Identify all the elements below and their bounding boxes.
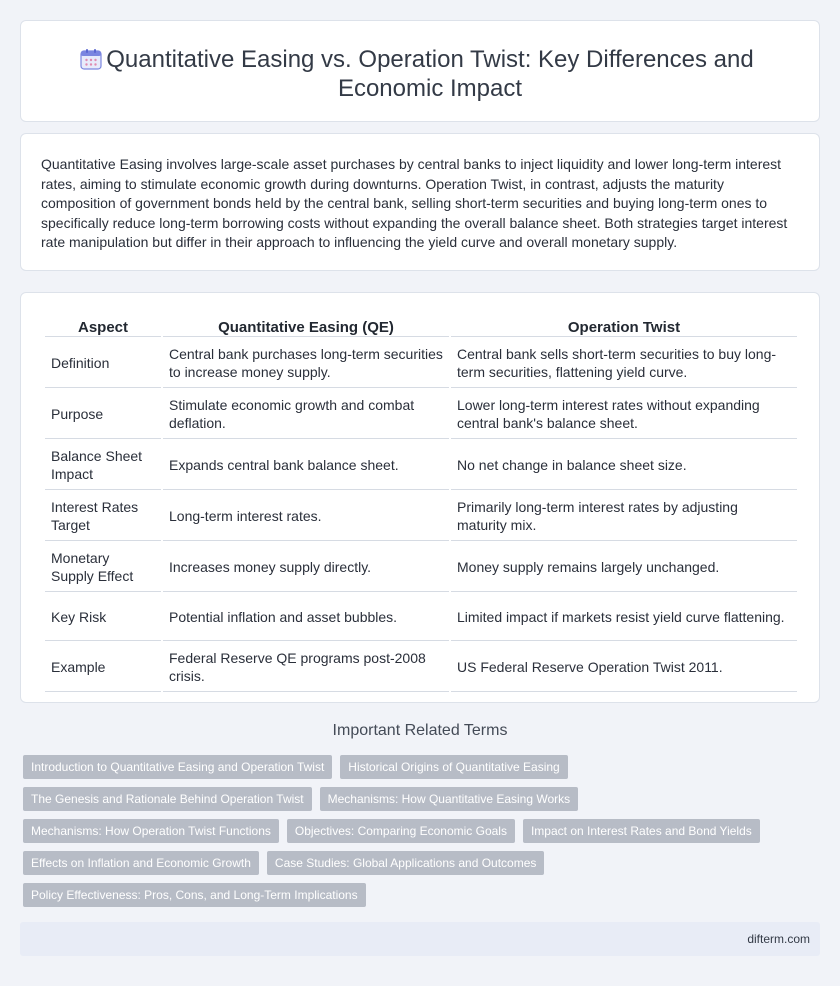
related-term-link[interactable]: Historical Origins of Quantitative Easing <box>340 755 567 779</box>
related-term-link[interactable]: Effects on Inflation and Economic Growth <box>23 851 259 875</box>
table-row <box>45 390 797 439</box>
cell-twist: Primarily long-term interest rates by adjusting maturity mix. <box>451 492 797 541</box>
cell-twist: US Federal Reserve Operation Twist 2011. <box>451 643 797 692</box>
cell-aspect: Example <box>45 643 161 692</box>
related-term-link[interactable]: Mechanisms: How Quantitative Easing Works <box>320 787 579 811</box>
intro-paragraph: Quantitative Easing involves large-scale asset purchases by central banks to inject liquidity and lower long-term interest rates, aiming to stimulate economic growth during downturns. Operation Twist, in contrast, adjusts the maturity composition of government bonds held by the central bank, selling short-term securities and buying long-term ones to specifically reduce long-term borrowing costs without expanding the overall balance sheet. Both strategies target interest rate manipulation but differ in their approach to influencing the yield curve and overall monetary supply. <box>41 156 788 251</box>
table-row <box>45 643 797 692</box>
header-qe: Quantitative Easing (QE) <box>163 317 449 337</box>
cell-twist: No net change in balance sheet size. <box>451 441 797 490</box>
cell-twist: Money supply remains largely unchanged. <box>451 543 797 592</box>
comparison-table <box>43 315 799 694</box>
footer <box>20 922 820 956</box>
cell-twist: Lower long-term interest rates without expanding central bank's balance sheet. <box>451 390 797 439</box>
footer-site-link[interactable]: difterm.com <box>747 932 810 946</box>
header-twist: Operation Twist <box>451 317 797 337</box>
cell-aspect: Monetary Supply Effect <box>45 543 161 592</box>
cell-aspect: Purpose <box>45 390 161 439</box>
cell-twist: Limited impact if markets resist yield curve flattening. <box>451 594 797 641</box>
related-term-link[interactable]: Policy Effectiveness: Pros, Cons, and Long-Term Implications <box>23 883 366 907</box>
cell-aspect: Definition <box>45 339 161 388</box>
cell-qe: Expands central bank balance sheet. <box>163 441 449 490</box>
header-card <box>20 20 820 122</box>
related-term-link[interactable]: Mechanisms: How Operation Twist Functions <box>23 819 279 843</box>
header-aspect: Aspect <box>45 317 161 337</box>
table-row <box>45 492 797 541</box>
page-title: Quantitative Easing vs. Operation Twist: Key Differences and Economic Impact <box>106 46 754 102</box>
intro-card <box>20 133 820 271</box>
cell-twist: Central bank sells short-term securities to buy long-term securities, flattening yield curve. <box>451 339 797 388</box>
cell-qe: Federal Reserve QE programs post-2008 crisis. <box>163 643 449 692</box>
related-terms-list <box>23 755 783 915</box>
related-term-link[interactable]: Objectives: Comparing Economic Goals <box>287 819 515 843</box>
related-terms-heading: Important Related Terms <box>332 722 508 739</box>
table-row <box>45 339 797 388</box>
table-row <box>45 543 797 592</box>
cell-qe: Increases money supply directly. <box>163 543 449 592</box>
table-row <box>45 594 797 641</box>
cell-aspect: Key Risk <box>45 594 161 641</box>
related-term-link[interactable]: Introduction to Quantitative Easing and Operation Twist <box>23 755 332 779</box>
table-row <box>45 441 797 490</box>
related-term-link[interactable]: Case Studies: Global Applications and Outcomes <box>267 851 544 875</box>
comparison-table-card <box>20 292 820 703</box>
cell-qe: Potential inflation and asset bubbles. <box>163 594 449 641</box>
table-header-row <box>45 317 797 337</box>
related-term-link[interactable]: The Genesis and Rationale Behind Operation Twist <box>23 787 312 811</box>
cell-qe: Long-term interest rates. <box>163 492 449 541</box>
cell-aspect: Interest Rates Target <box>45 492 161 541</box>
cell-qe: Stimulate economic growth and combat deflation. <box>163 390 449 439</box>
cell-qe: Central bank purchases long-term securities to increase money supply. <box>163 339 449 388</box>
related-term-link[interactable]: Impact on Interest Rates and Bond Yields <box>523 819 760 843</box>
cell-aspect: Balance Sheet Impact <box>45 441 161 490</box>
